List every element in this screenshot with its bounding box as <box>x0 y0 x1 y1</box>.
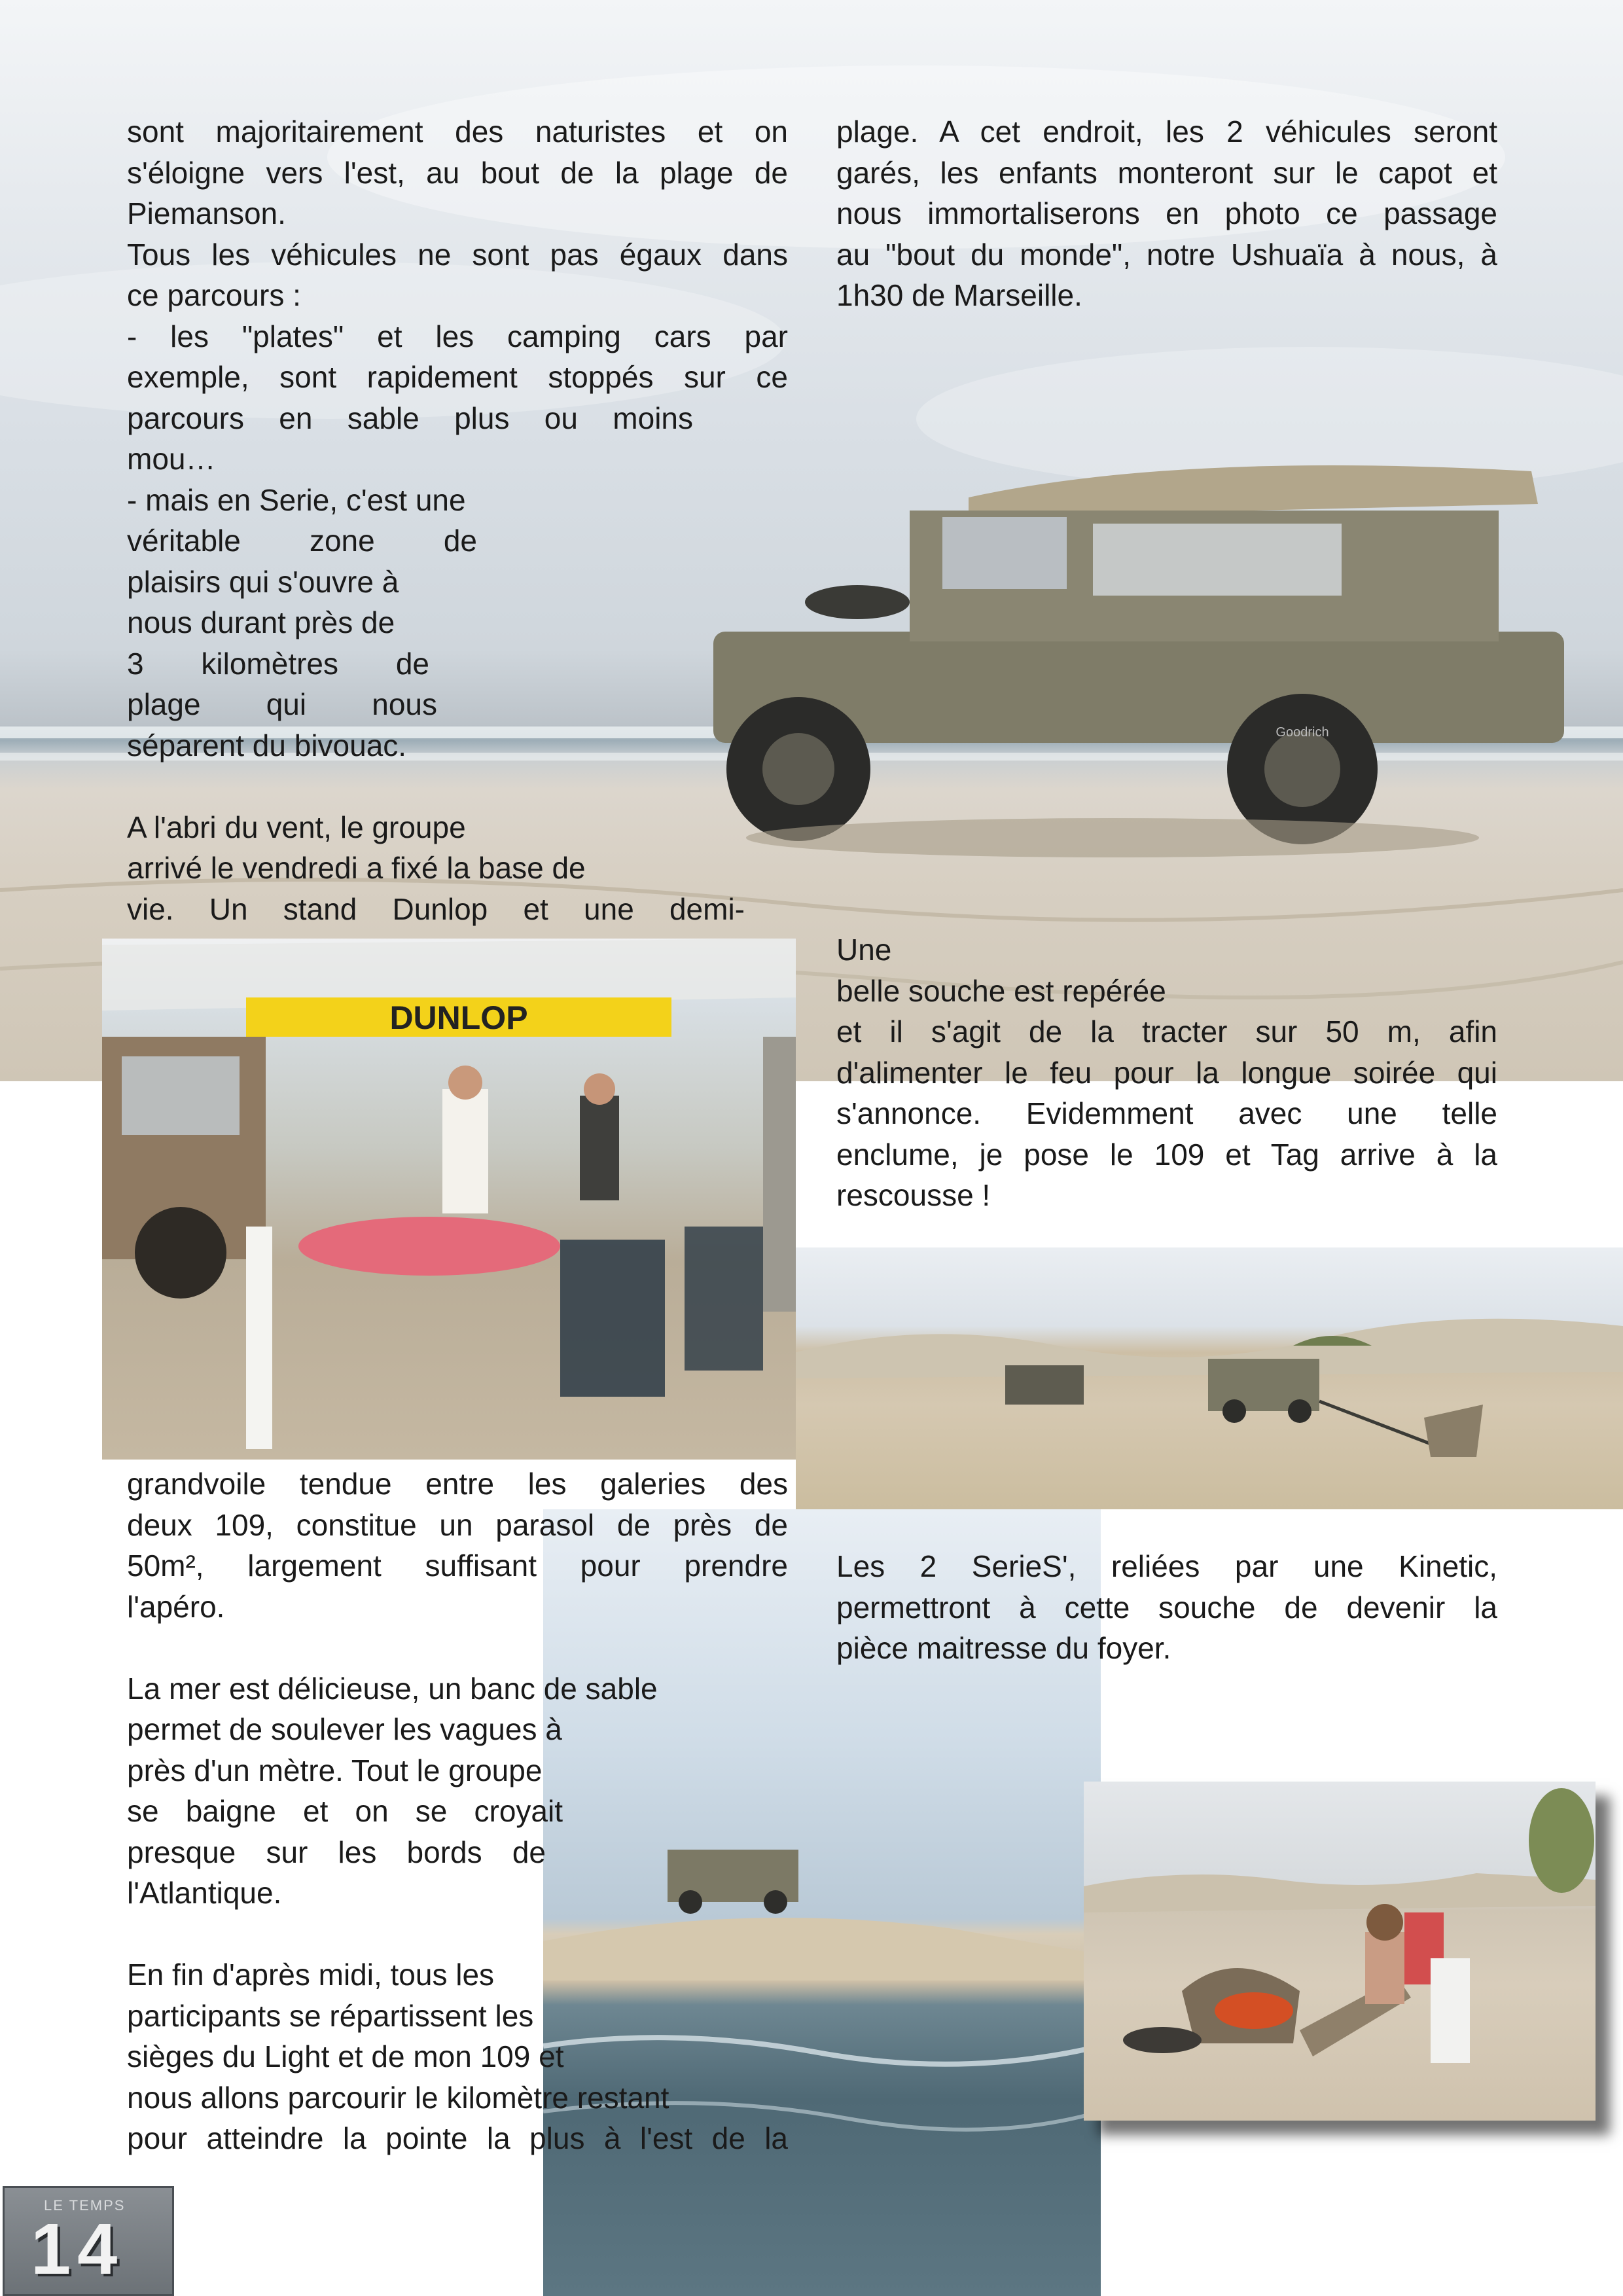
text-line: séparent du bivouac. <box>127 728 407 762</box>
text-line: rescousse ! <box>836 1178 991 1212</box>
text-line: belle souche est repérée <box>836 973 1166 1008</box>
text-line: s'éloigne vers l'est, au bout de la plage de <box>127 155 788 190</box>
text-line: 50m², largement suffisant pour prendre <box>127 1549 788 1583</box>
campfire-children-photo <box>1084 1782 1596 2121</box>
text-line: plage qui nous <box>127 687 437 721</box>
text-line: d'alimenter le feu pour la longue soirée qui <box>836 1055 1497 1090</box>
text-line: 3 kilomètres de <box>127 646 429 681</box>
right-column-bottom <box>836 1546 1497 1669</box>
left-column-top <box>127 111 788 929</box>
text-line: se baigne et on se croyait <box>127 1794 563 1828</box>
text-line: plage. A cet endroit, les 2 véhicules seront <box>836 115 1497 149</box>
text-line: Une <box>836 933 892 967</box>
text-line: au "bout du monde", notre Ushuaïa à nous, à <box>836 237 1497 272</box>
svg-text:DUNLOP: DUNLOP <box>389 999 528 1036</box>
text-line: deux 109, constitue un parasol de près de <box>127 1507 788 1542</box>
text-line: mou… <box>127 442 216 476</box>
text-line: l'apéro. <box>127 1589 225 1624</box>
page-number: 14 <box>31 2209 124 2289</box>
text-line: 1h30 de Marseille. <box>836 278 1082 312</box>
text-line: Les 2 SerieS', reliées par une Kinetic, <box>836 1549 1497 1583</box>
text-line: parcours en sable plus ou moins <box>127 401 693 435</box>
text-line: permet de soulever les vagues à <box>127 1712 562 1746</box>
text-line: sont majoritairement des naturistes et on <box>127 115 788 149</box>
text-line: pièce maitresse du foyer. <box>836 1631 1171 1665</box>
text-line: nous immortaliserons en photo ce passage <box>836 196 1497 230</box>
text-line: véritable zone de <box>127 524 477 558</box>
text-line: sièges du Light et de mon 109 et <box>127 2039 564 2073</box>
right-column-top <box>836 111 1497 316</box>
text-line: pour atteindre la pointe la plus à l'est de la <box>127 2121 788 2155</box>
text-line: La mer est délicieuse, un banc de sable <box>127 1671 658 1706</box>
text-line: permettront à cette souche de devenir la <box>836 1590 1497 1624</box>
text-line: presque sur les bords de <box>127 1835 546 1869</box>
text-line: arrivé le vendredi a fixé la base de <box>127 851 586 885</box>
left-column-middle <box>127 1463 788 2159</box>
text-line: garés, les enfants monteront sur le capot et <box>836 155 1497 190</box>
text-line: près d'un mètre. Tout le groupe <box>127 1753 543 1787</box>
text-line: A l'abri du vent, le groupe <box>127 810 466 844</box>
landrover-vehicle <box>713 465 1564 857</box>
text-line: exemple, sont rapidement stoppés sur ce <box>127 360 788 394</box>
text-line: Tous les véhicules ne sont pas égaux dans <box>127 237 788 272</box>
towing-stump-photo <box>796 1247 1623 1509</box>
text-line: En fin d'après midi, tous les <box>127 1958 495 1992</box>
logo-text: LE TEMPS <box>44 2197 126 2214</box>
text-line: enclume, je pose le 109 et Tag arrive à la <box>836 1137 1497 1172</box>
text-line: l'Atlantique. <box>127 1876 282 1910</box>
page-number-badge <box>3 2186 174 2296</box>
text-line: - les "plates" et les camping cars par <box>127 319 788 353</box>
text-line: s'annonce. Evidemment avec une telle <box>836 1096 1497 1130</box>
text-line: et il s'agit de la tracter sur 50 m, afin <box>836 1014 1497 1049</box>
text-line: ce parcours : <box>127 278 301 312</box>
text-line: plaisirs qui s'ouvre à <box>127 564 399 599</box>
right-column-middle <box>836 929 1497 1216</box>
text-line: - mais en Serie, c'est une <box>127 482 466 517</box>
text-line: nous durant près de <box>127 605 395 639</box>
text-line: participants se répartissent les <box>127 1998 534 2033</box>
svg-text:Goodrich: Goodrich <box>1275 725 1329 740</box>
dunlop-camp-photo <box>102 939 796 1460</box>
text-line: vie. Un stand Dunlop et une demi- <box>127 891 745 926</box>
text-line: nous allons parcourir le kilomètre restant <box>127 2080 669 2115</box>
text-line: grandvoile tendue entre les galeries des <box>127 1467 788 1501</box>
text-line: Piemanson. <box>127 196 286 230</box>
